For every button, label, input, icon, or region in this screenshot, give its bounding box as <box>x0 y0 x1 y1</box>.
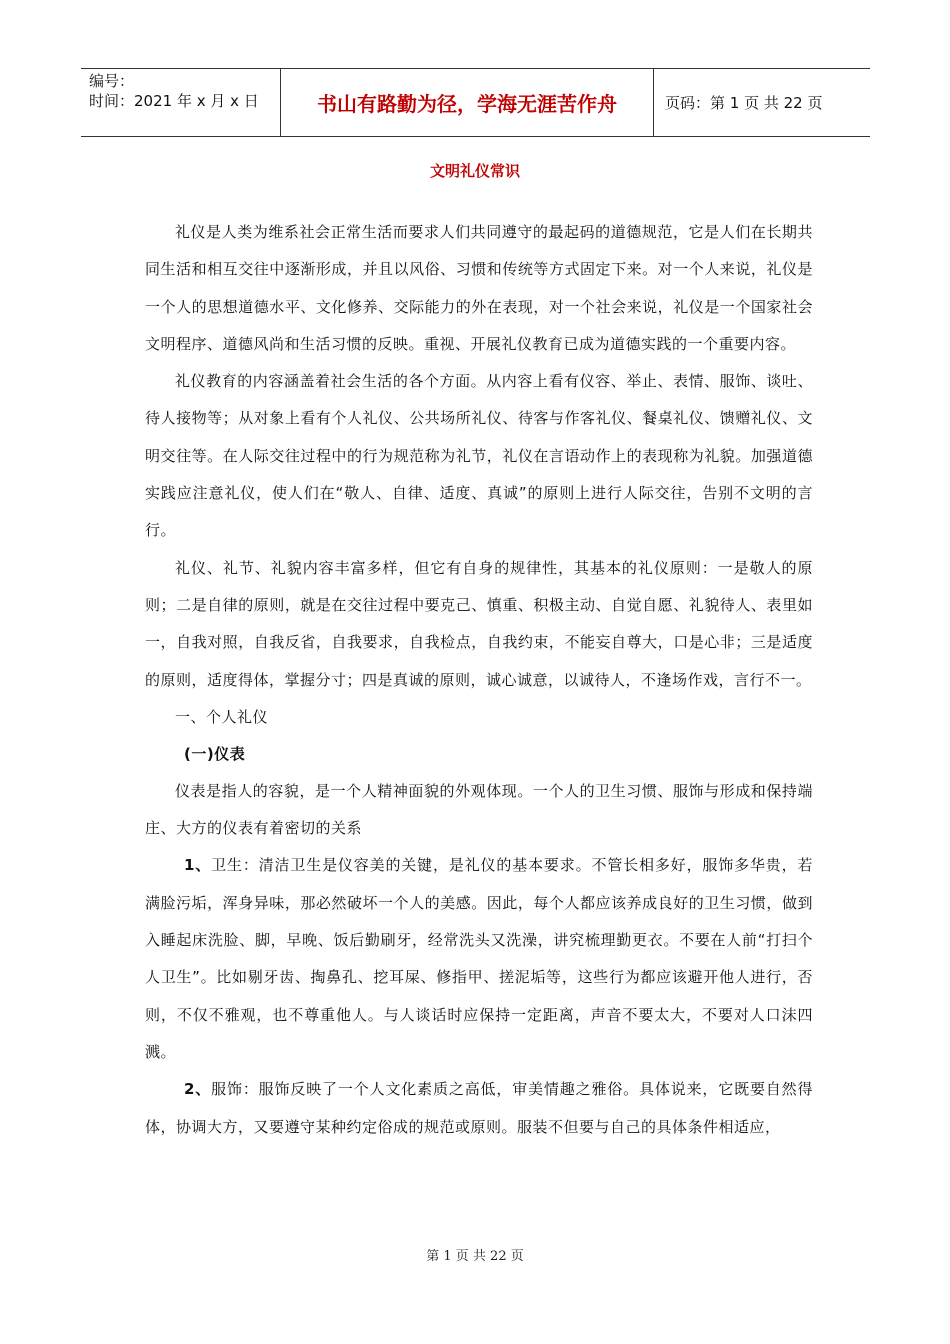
list-item <box>145 1071 813 1146</box>
document-number-label: 编号： <box>89 72 135 90</box>
list-item-number: 2、 <box>184 1080 212 1099</box>
header-motto-cell <box>281 69 654 136</box>
document-date-label: 时间：2021 年 x 月 x 日 <box>89 92 259 110</box>
header-page-code: 页码：第 1 页 共 22 页 <box>665 94 823 112</box>
body-paragraph: 礼仪是人类为维系社会正常生活而要求人们共同遵守的最起码的道德规范，它是人们在长期共同生活和相互交往中逐渐形成，并且以风俗、习惯和传统等方式固定下来。对一个人来说，礼仪是一个人的思想道德水平、文化修养、交际能力的外在表现，对一个社会来说，礼仪是一个国家社会文明程序、道德风尚和生活习惯的反映。重视、开展礼仪教育已成为道德实践的一个重要内容。 <box>145 223 813 353</box>
body-paragraph: 仪表是指人的容貌，是一个人精神面貌的外观体现。一个人的卫生习惯、服饰与形成和保持端庄、大方的仪表有着密切的关系 <box>145 781 813 838</box>
page-footer: 第 1 页 共 22 页 <box>426 1249 524 1264</box>
section-heading: 一、个人礼仪 <box>175 707 269 726</box>
body-paragraph: 礼仪教育的内容涵盖着社会生活的各个方面。从内容上看有仪容、举止、表情、服饰、谈吐、待人接物等；从对象上看有个人礼仪、公共场所礼仪、待客与作客礼仪、餐桌礼仪、馈赠礼仪、文明交往等。在人际交往过程中的行为规范称为礼节，礼仪在言语动作上的表现称为礼貌。加强道德实践应注意礼仪，使人们在“敬人、自律、适度、真诚”的原则上进行人际交往，告别不文明的言行。 <box>145 372 813 540</box>
list-item-number: 1、 <box>184 856 212 875</box>
header-page-cell <box>665 69 870 136</box>
list-item <box>145 847 813 1071</box>
document-body <box>145 214 813 1146</box>
document-header <box>81 68 870 137</box>
list-item-text: 服饰：服饰反映了一个人文化素质之高低，审美情趣之雅俗。具体说来，它既要自然得体，协调大方，又要遵守某种约定俗成的规范或原则。服装不但要与自己的具体条件相适应， <box>145 1080 813 1136</box>
header-motto: 书山有路勤为径，学海无涯苦作舟 <box>317 92 617 116</box>
header-meta-cell <box>81 69 281 136</box>
document-title: 文明礼仪常识 <box>429 162 520 180</box>
subsection-heading: (一)仪表 <box>184 744 246 763</box>
body-paragraph: 礼仪、礼节、礼貌内容丰富多样，但它有自身的规律性，其基本的礼仪原则：一是敬人的原则；二是自律的原则，就是在交往过程中要克己、慎重、积极主动、自觉自愿、礼貌待人、表里如一，自我对照，自我反省，自我要求，自我检点，自我约束，不能妄自尊大，口是心非；三是适度的原则，适度得体，掌握分寸；四是真诚的原则，诚心诚意，以诚待人，不逢场作戏，言行不一。 <box>145 558 813 689</box>
list-item-text: 卫生：清洁卫生是仪容美的关键，是礼仪的基本要求。不管长相多好，服饰多华贵，若满脸污垢，浑身异味，那必然破坏一个人的美感。因此，每个人都应该养成良好的卫生习惯，做到入睡起床洗脸、脚，早晚、饭后勤刷牙，经常洗头又洗澡，讲究梳理勤更衣。不要在人前“打扫个人卫生”。比如剔牙齿、掏鼻孔、挖耳屎、修指甲、搓泥垢等，这些行为都应该避开他人进行，否则，不仅不雅观，也不尊重他人。与人谈话时应保持一定距离，声音不要太大，不要对人口沫四溅。 <box>145 856 813 1061</box>
